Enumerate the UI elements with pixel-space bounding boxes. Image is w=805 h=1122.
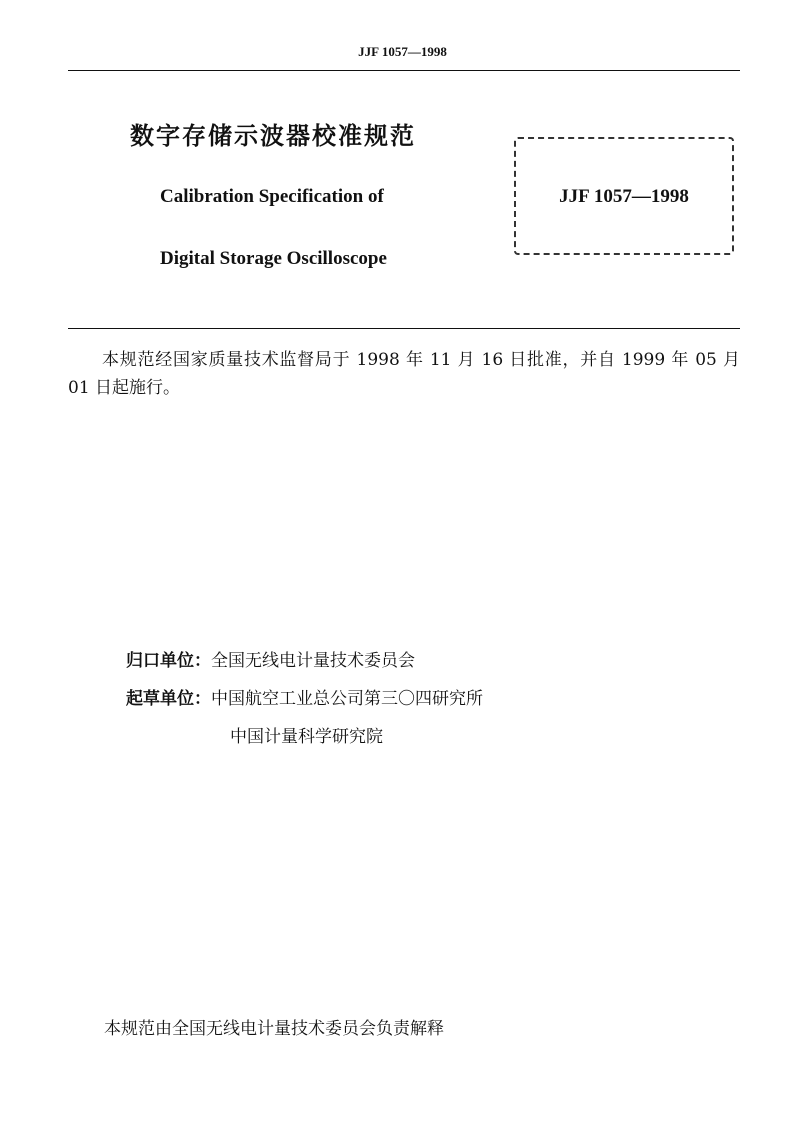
approval-paragraph: 本规范经国家质量技术监督局于 1998 年 11 月 16 日批准，并自 1999 年 05 月 01 日起施行。 [68, 350, 740, 398]
drafting-unit-value-1: 中国航空工业总公司第三〇四研究所 [211, 689, 483, 709]
footer-note: 本规范由全国无线电计量技术委员会负责解释 [104, 1019, 444, 1039]
responsible-unit-value: 全国无线电计量技术委员会 [211, 651, 415, 671]
title-english-line1: Calibration Specification of [160, 186, 384, 207]
title-english-line2: Digital Storage Oscilloscope [160, 248, 387, 269]
responsible-unit-row [126, 646, 415, 671]
header-code: JJF 1057—1998 [358, 44, 447, 59]
header-rule [68, 70, 740, 71]
drafting-unit-value-2: 中国计量科学研究院 [230, 727, 383, 747]
title-chinese: 数字存储示波器校准规范 [130, 122, 416, 150]
drafting-unit-row [126, 684, 483, 709]
code-box-text: JJF 1057—1998 [559, 186, 689, 207]
drafting-unit-label: 起草单位： [126, 689, 211, 709]
responsible-unit-label: 归口单位： [126, 651, 211, 671]
drafting-unit-row-2 [230, 722, 383, 747]
section-rule [68, 328, 740, 329]
code-box [514, 137, 734, 255]
